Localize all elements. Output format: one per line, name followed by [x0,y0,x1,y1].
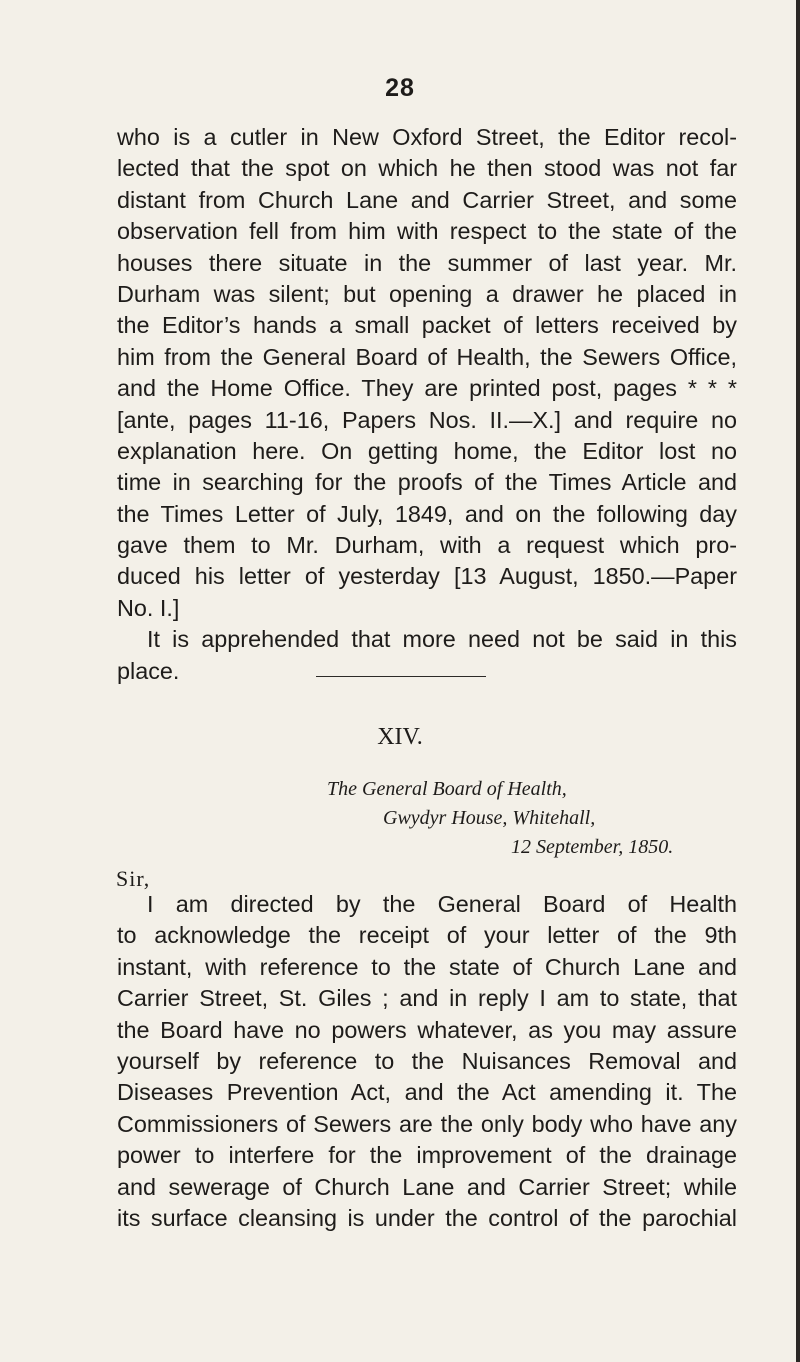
text-line: Durham was silent; but opening a drawer he placed in [117,280,737,307]
letter-body [117,889,737,1234]
text-line: time in searching for the proofs of the Times Article and [117,469,737,496]
text-line: yourself by reference to the Nuisances Removal and [117,1047,737,1074]
text-line: [ante, pages 11-16, Papers Nos. II.—X.] and require no [117,406,737,433]
text-line: who is a cutler in New Oxford Street, the Editor recol- [117,124,737,150]
text-line: It is apprehended that more need not be said in this [147,626,737,653]
letter-date: 12 September, 1850. [511,836,674,858]
page-number: 28 [385,74,415,102]
text-line: and the Home Office. They are printed post, pages * * * [117,375,737,402]
text-line: Commissioners of Sewers are the only body who have any [117,1110,737,1137]
text-line: houses there situate in the summer of last year. Mr. [117,249,737,276]
text-line: Diseases Prevention Act, and the Act amending it. The [117,1079,737,1106]
letter-address-line-2: Gwydyr House, Whitehall, [383,807,596,829]
text-line: instant, with reference to the state of Church Lane and [117,953,737,980]
paragraph-1 [117,122,737,687]
text-line: distant from Church Lane and Carrier Street, and some [117,186,737,213]
text-line: explanation here. On getting home, the Editor lost no [117,437,737,464]
text-line: him from the General Board of Health, the Sewers Office, [117,343,737,370]
text-line: place. [117,657,180,684]
text-line: lected that the spot on which he then stood was not far [117,155,737,182]
text-line: I am directed by the General Board of Health [147,891,737,917]
section-divider [316,676,486,677]
text-line: the Board have no powers whatever, as you may assure [117,1016,737,1043]
text-line: the Editor’s hands a small packet of letters received by [117,312,737,339]
text-line: its surface cleansing is under the control of the parochial [117,1204,737,1231]
text-line: duced his letter of yesterday [13 August, 1850.—Paper [117,563,737,590]
letter-address-line-1: The General Board of Health, [327,778,567,800]
text-line: to acknowledge the receipt of your letter of the 9th [117,922,737,949]
section-heading: XIV. [377,724,423,750]
letter-salutation: Sir, [116,866,151,891]
text-line: power to interfere for the improvement of the drainage [117,1142,737,1169]
text-line: the Times Letter of July, 1849, and on the following day [117,500,737,527]
text-line: No. I.] [117,594,180,621]
text-line: and sewerage of Church Lane and Carrier Street; while [117,1173,737,1200]
text-line: gave them to Mr. Durham, with a request which pro- [117,532,737,559]
text-line: Carrier Street, St. Giles ; and in reply I am to state, that [117,985,737,1012]
text-line: observation fell from him with respect to the state of the [117,218,737,245]
page-edge-shadow [796,0,800,1362]
